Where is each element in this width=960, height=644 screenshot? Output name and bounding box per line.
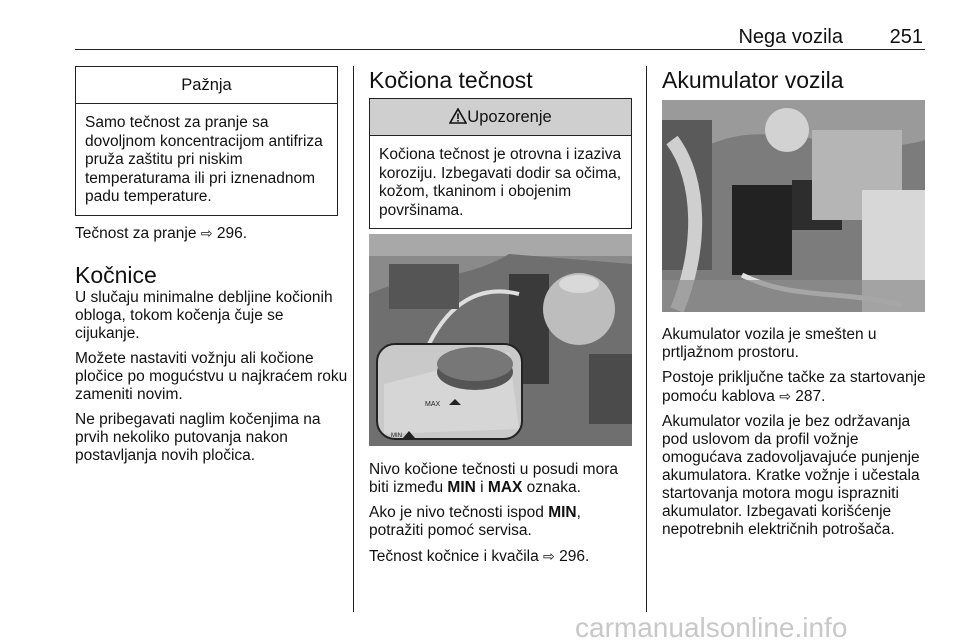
warning-header <box>370 99 631 136</box>
brakes-section <box>75 262 350 472</box>
brake-clutch-fluid-reference: Tečnost kočnice i kvačila ⇨ 296. <box>369 548 590 565</box>
warning-text: Kočiona tečnost je otrovna i izaziva koroziju. Izbegavati dodir sa očima, kožom, tkaninom i obojenim površinama. <box>379 146 622 219</box>
battery-text <box>662 326 932 546</box>
brake-fluid-text <box>369 461 639 573</box>
washer-fluid-reference: Tečnost za pranje ⇨ 296. <box>75 225 248 242</box>
min-label: MIN <box>391 433 402 439</box>
brake-fluid-heading: Kočiona tečnost <box>369 67 533 93</box>
page-number: 251 <box>889 26 923 48</box>
warning-triangle-icon <box>449 108 467 124</box>
battery-paragraph: Akumulator vozila je bez održavanja pod uslovom da profil vožnje omogućava zadovoljavajuće punjenje akumulatora. Kratke vožnje i učestala startovanja motora mogu isprazniti akumulator. Izbegavati korišćenje nepotrebnih električnih potrošača. <box>662 413 920 538</box>
max-label: MAX <box>425 401 441 408</box>
battery-heading: Akumulator vozila <box>662 67 844 93</box>
low-level-paragraph: Ako je nivo tečnosti ispod MIN, potražiti pomoć servisa. <box>369 504 581 539</box>
page-reference-arrow-icon: ⇨ <box>200 225 213 241</box>
warning-title: Upozorenje <box>467 108 552 126</box>
notice-box <box>75 66 338 216</box>
page-header <box>75 26 925 48</box>
battery-image <box>662 100 925 312</box>
brakes-paragraph: Ne pribegavati naglim kočenjima na prvih nekoliko putovanja nakon postavljanja novih pločica. <box>75 411 321 464</box>
notice-title: Pažnja <box>76 67 337 104</box>
battery-paragraph: Akumulator vozila je smešten u prtljažnom prostoru. <box>662 326 877 361</box>
page-reference[interactable]: 296. <box>216 225 248 242</box>
brakes-paragraph: U slučaju minimalne debljine kočionih obloga, tokom kočenja čuje se cijukanje. <box>75 289 333 342</box>
jump-start-reference: Postoje priključne tačke za startovanje pomoću kablova ⇨ 287. <box>662 369 926 405</box>
page-reference-arrow-icon: ⇨ <box>543 548 555 564</box>
brakes-paragraph: Možete nastaviti vožnju ali kočione pločice po mogućstvu u najkraćem roku zameniti novim. <box>75 350 348 403</box>
page-reference[interactable]: 296. <box>559 548 590 565</box>
level-paragraph: Nivo kočione tečnosti u posudi mora biti između MIN i MAX oznaka. <box>369 461 618 496</box>
page-reference[interactable]: 287. <box>795 388 826 405</box>
header-divider <box>75 49 925 50</box>
column-divider <box>353 66 354 612</box>
column-divider <box>646 66 647 612</box>
warning-box <box>369 98 632 229</box>
watermark: carmanualsonline.info <box>575 612 848 643</box>
brake-fluid-reservoir-image <box>369 234 632 446</box>
section-title: Nega vozila <box>738 26 843 48</box>
page-reference-arrow-icon: ⇨ <box>779 388 791 404</box>
brakes-heading: Kočnice <box>75 262 157 288</box>
notice-text: Samo tečnost za pranje sa dovoljnom koncentracijom antifriza pruža zaštitu pri niskim temperaturama ili pri iznenadnom padu temperature. <box>85 114 323 205</box>
